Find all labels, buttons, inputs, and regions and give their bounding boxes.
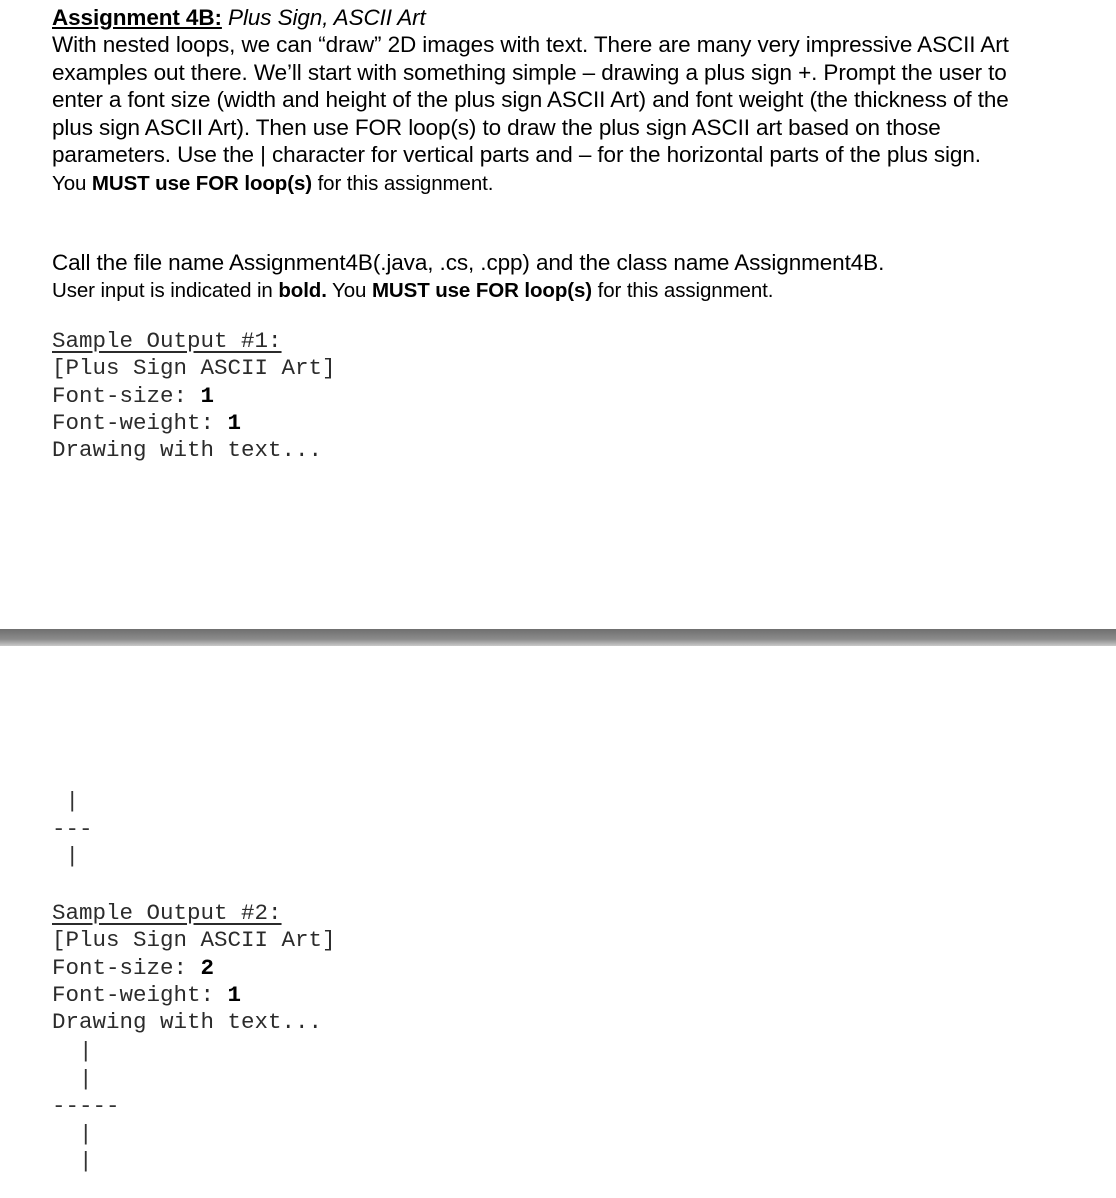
intro-paragraph (52, 31, 1012, 197)
sample-output-1 (52, 328, 1096, 464)
font-weight-value: 1 (227, 981, 242, 1008)
sample-banner: [Plus Sign ASCII Art] (52, 355, 336, 382)
intro-text: With nested loops, we can “draw” 2D images with text. There are many very impressive ASCII Art examples out there. We’ll start with something simple – drawing a plus sign +. Prompt the user to enter a font size (width and height of the plus sign ASCII Art) and font weight (the thickness of the plus sign ASCII Art). Then use FOR loop(s) to draw the plus sign ASCII art based on those parameters. Use the | character for vertical parts and – for the horizontal parts of the plus sign. (52, 32, 1009, 167)
plus-sign-art-1: | --- | (52, 788, 93, 869)
font-weight-line (52, 410, 1096, 437)
font-weight-label: Font-weight: (52, 409, 228, 436)
sample-heading: Sample Output #1: (52, 328, 282, 354)
font-weight-line (52, 982, 1096, 1009)
font-size-value: 2 (200, 954, 215, 981)
page-break-divider (0, 629, 1116, 646)
assignment-number: Assignment 4B: (52, 5, 222, 30)
input-instruction (52, 277, 1096, 305)
sample-output-2 (52, 900, 1096, 1036)
input-instruction-prefix: User input is indicated in (52, 278, 279, 302)
font-size-line (52, 383, 1096, 410)
font-weight-value: 1 (227, 409, 242, 436)
font-size-value: 1 (200, 382, 215, 409)
intro-note-prefix: You (52, 171, 92, 195)
font-size-label: Font-size: (52, 954, 201, 981)
sample-banner: [Plus Sign ASCII Art] (52, 927, 336, 954)
filename-instruction: Call the file name Assignment4B(.java, .cs, .cpp) and the class name Assignment4B. (52, 250, 885, 275)
input-instruction-suffix: for this assignment. (592, 278, 774, 302)
input-instruction-mid: You (326, 278, 372, 302)
assignment-subtitle: Plus Sign, ASCII Art (228, 5, 426, 30)
drawing-label: Drawing with text... (52, 437, 323, 464)
input-instruction-emphasis: MUST use FOR loop(s) (371, 278, 593, 302)
font-weight-label: Font-weight: (52, 981, 228, 1008)
input-instruction-bold: bold. (278, 278, 327, 302)
drawing-label: Drawing with text... (52, 1009, 323, 1036)
sample-heading: Sample Output #2: (52, 900, 282, 926)
intro-note-suffix: for this assignment. (311, 171, 494, 195)
font-size-line (52, 955, 1096, 982)
intro-note (52, 172, 493, 195)
intro-note-emphasis: MUST use FOR loop(s) (91, 171, 312, 195)
instructions-paragraph (52, 249, 1096, 304)
assignment-title (52, 4, 1096, 32)
plus-sign-art-2: | | ----- | | (52, 1038, 120, 1174)
font-size-label: Font-size: (52, 382, 201, 409)
